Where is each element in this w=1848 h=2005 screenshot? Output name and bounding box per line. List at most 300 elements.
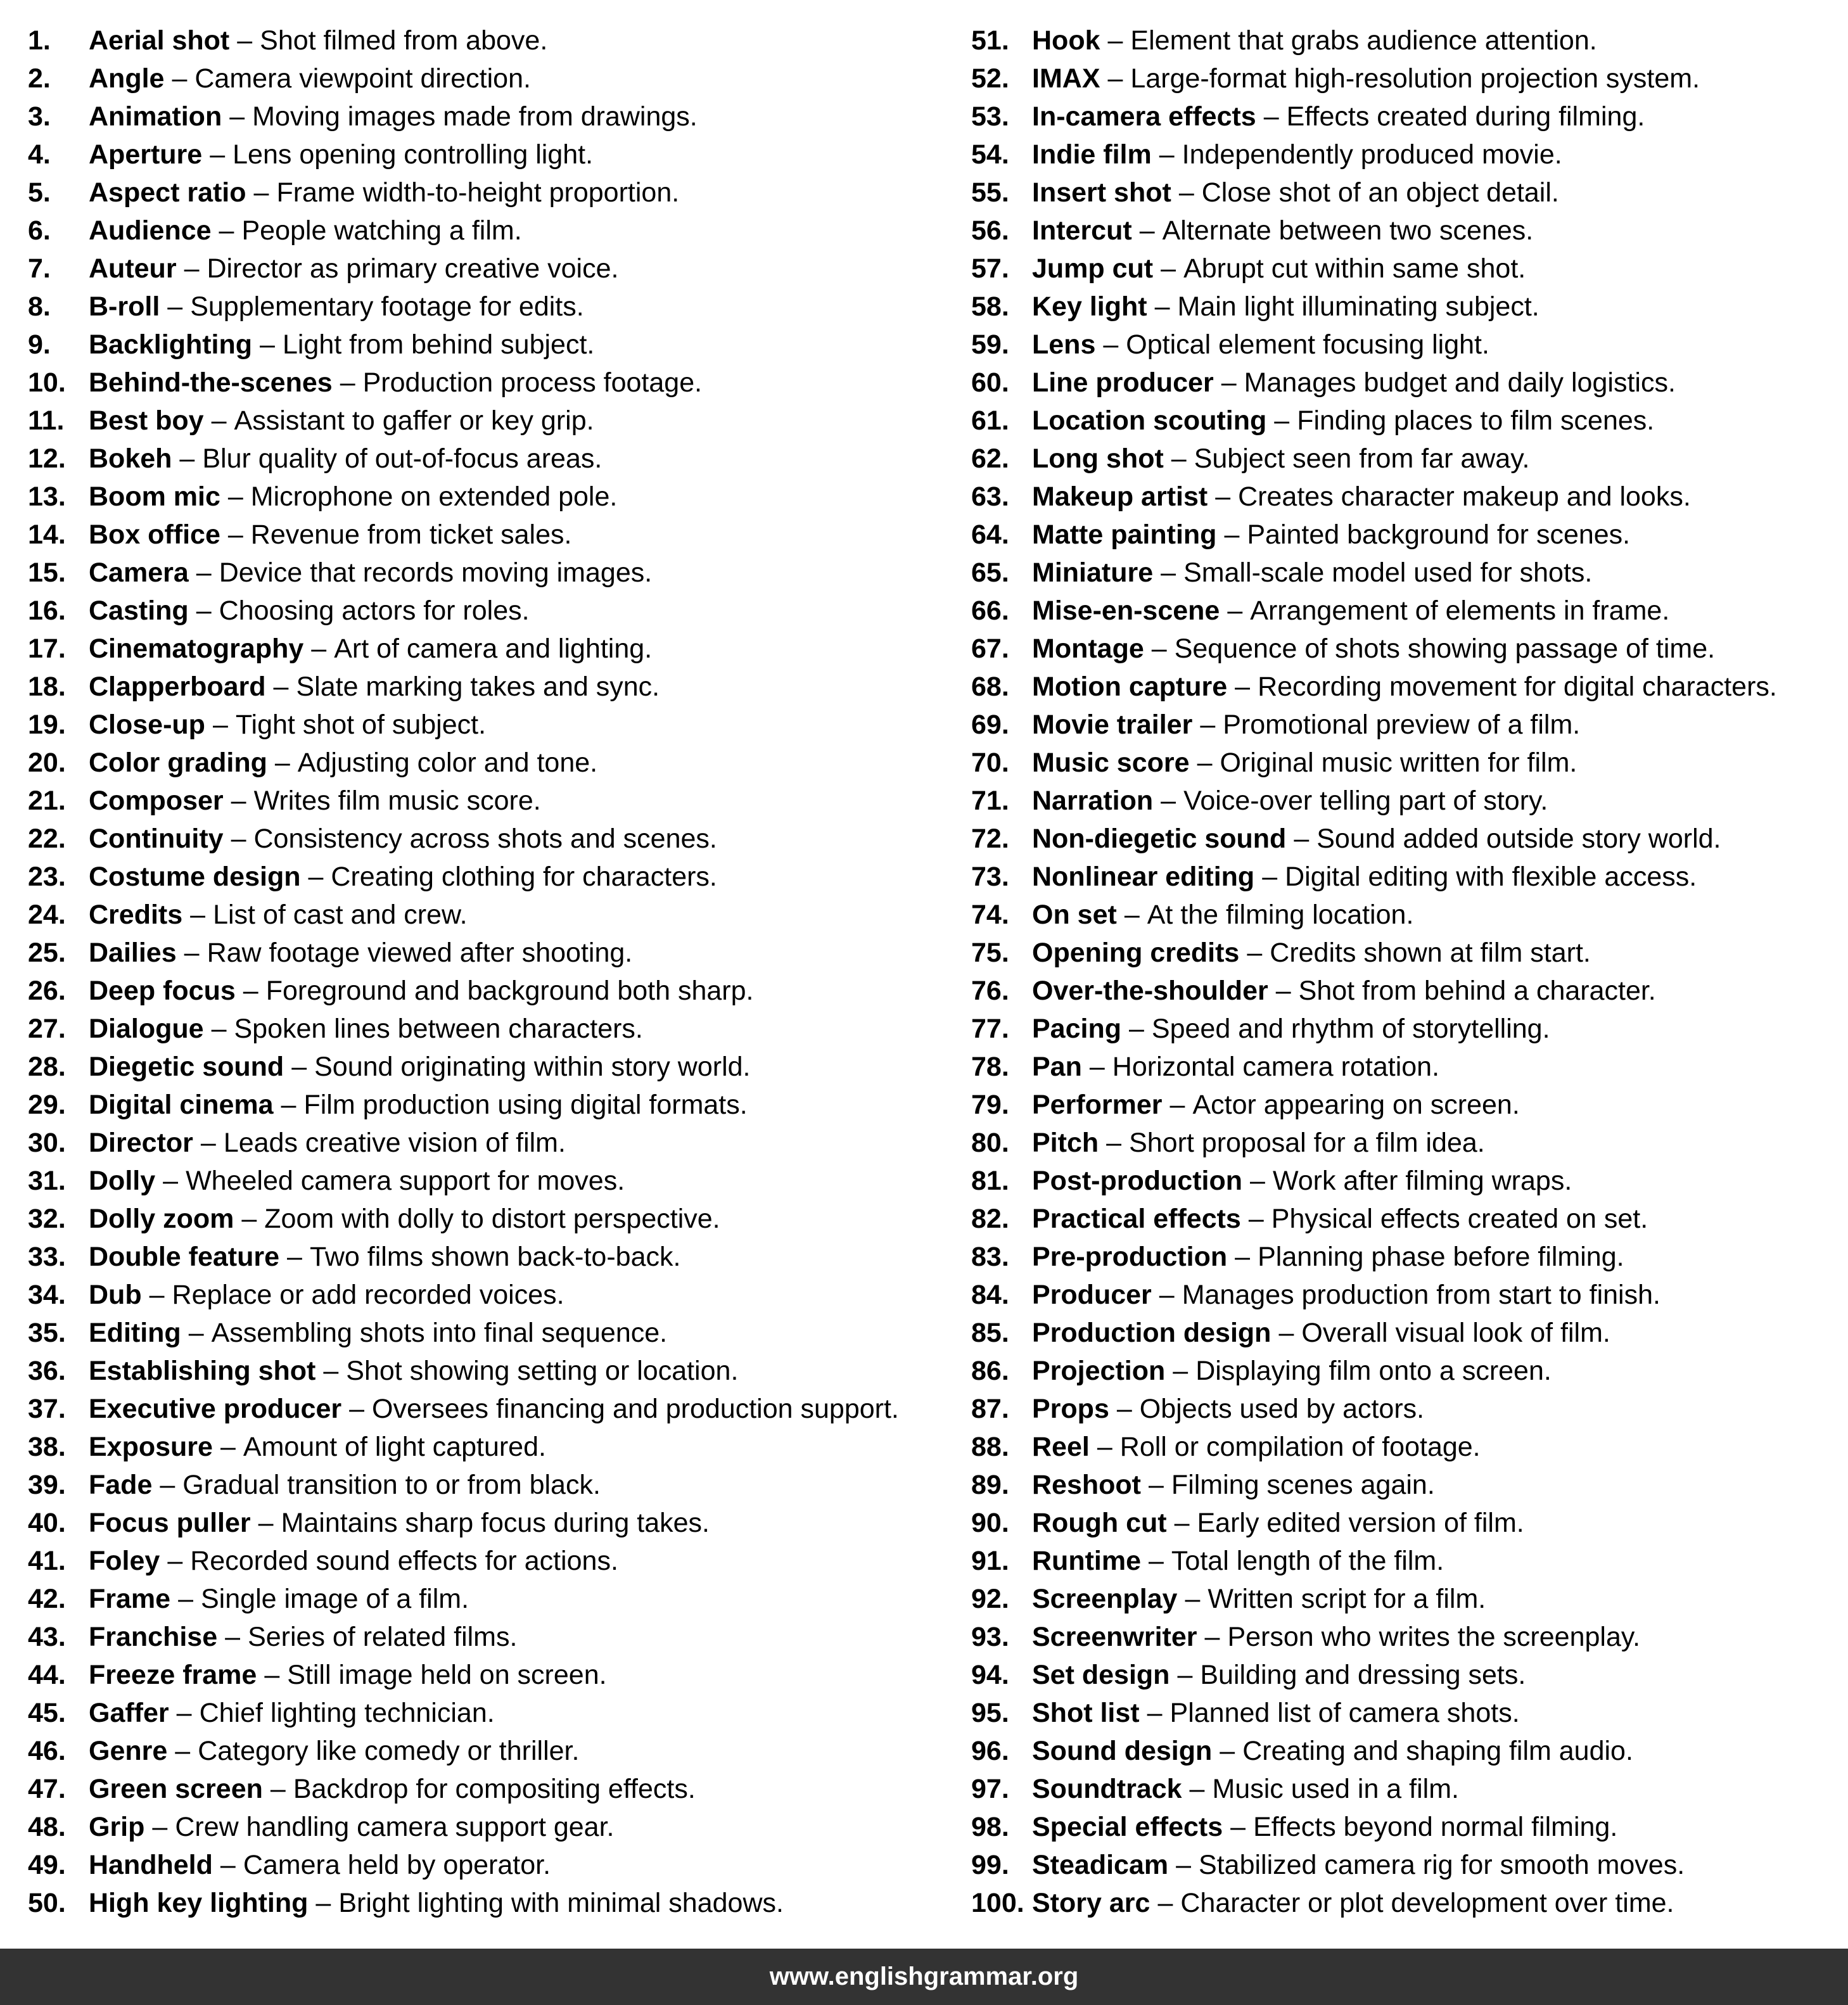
entry-separator: – (1169, 1090, 1185, 1120)
entry-number: 83. (971, 1242, 1009, 1272)
entry-definition: Person who writes the screenplay. (1227, 1622, 1641, 1652)
entry-number: 66. (971, 595, 1009, 626)
glossary-entry (28, 1656, 899, 1694)
entry-definition: Alternate between two scenes. (1162, 215, 1534, 246)
glossary-entry (28, 1732, 899, 1770)
entry-separator: – (1106, 1128, 1122, 1158)
glossary-entry (28, 1504, 899, 1542)
entry-term: Audience (89, 215, 212, 246)
glossary-entry (971, 1580, 1777, 1618)
entry-number: 69. (971, 710, 1009, 740)
glossary-entry (28, 402, 899, 440)
glossary-entry (971, 98, 1777, 136)
entry-number: 98. (971, 1812, 1009, 1842)
glossary-entry (28, 706, 899, 744)
entry-number: 94. (971, 1660, 1009, 1690)
entry-number: 46. (28, 1736, 66, 1766)
glossary-entry (971, 288, 1777, 326)
entry-definition: Camera held by operator. (243, 1850, 551, 1880)
entry-term: Lens (1032, 329, 1096, 360)
entry-separator: – (1173, 1356, 1188, 1386)
glossary-entry (971, 934, 1777, 972)
entry-term: Special effects (1032, 1812, 1223, 1842)
entry-definition: Backdrop for compositing effects. (293, 1774, 696, 1804)
entry-number: 22. (28, 824, 66, 854)
glossary-entry (28, 554, 899, 592)
entry-definition: Two films shown back-to-back. (309, 1242, 681, 1272)
entry-term: Matte painting (1032, 519, 1217, 550)
entry-separator: – (212, 710, 228, 740)
glossary-entry (971, 972, 1777, 1010)
glossary-entry (971, 744, 1777, 782)
entry-number: 74. (971, 900, 1009, 930)
entry-separator: – (220, 1850, 236, 1880)
glossary-entry (28, 1884, 899, 1922)
glossary-entry (28, 896, 899, 934)
entry-term: Indie film (1032, 139, 1152, 170)
glossary-column-left (28, 22, 899, 1922)
entry-separator: – (243, 976, 258, 1006)
entry-definition: Assembling shots into final sequence. (211, 1318, 668, 1348)
glossary-entry (971, 1086, 1777, 1124)
entry-separator: – (219, 215, 234, 246)
glossary-entry (971, 1352, 1777, 1390)
glossary-entry (971, 60, 1777, 98)
glossary-entry (28, 22, 899, 60)
glossary-entry (28, 1124, 899, 1162)
entry-number: 71. (971, 786, 1009, 816)
entry-definition: Recorded sound effects for actions. (190, 1546, 618, 1576)
glossary-entry (28, 98, 899, 136)
entry-definition: Production process footage. (362, 367, 703, 398)
glossary-entry (28, 1276, 899, 1314)
entry-term: Fade (89, 1470, 153, 1500)
entry-number: 44. (28, 1660, 66, 1690)
entry-separator: – (227, 519, 243, 550)
entry-term: Double feature (89, 1242, 280, 1272)
entry-separator: – (281, 1090, 296, 1120)
footer-url[interactable]: www.englishgrammar.org (769, 1963, 1079, 1990)
entry-separator: – (1235, 1242, 1251, 1272)
entry-term: Motion capture (1032, 672, 1228, 702)
entry-term: Clapperboard (89, 672, 266, 702)
entry-number: 55. (971, 177, 1009, 208)
glossary-entry (971, 858, 1777, 896)
entry-term: Genre (89, 1736, 168, 1766)
entry-number: 91. (971, 1546, 1009, 1576)
entry-number: 54. (971, 139, 1009, 170)
entry-definition: Horizontal camera rotation. (1112, 1052, 1440, 1082)
entry-definition: Finding places to film scenes. (1297, 405, 1655, 436)
entry-term: Credits (89, 900, 183, 930)
entry-definition: People watching a film. (241, 215, 522, 246)
entry-number: 63. (971, 481, 1009, 512)
entry-number: 73. (971, 862, 1009, 892)
entry-number: 68. (971, 672, 1009, 702)
entry-term: Practical effects (1032, 1204, 1241, 1234)
entry-separator: – (1103, 329, 1119, 360)
entry-separator: – (167, 291, 183, 322)
entry-separator: – (340, 367, 355, 398)
glossary-entry (28, 1162, 899, 1200)
entry-number: 84. (971, 1280, 1009, 1310)
glossary-entry (971, 136, 1777, 174)
entry-separator: – (1151, 633, 1167, 664)
entry-term: Digital cinema (89, 1090, 274, 1120)
entry-definition: Roll or compilation of footage. (1119, 1432, 1481, 1462)
entry-separator: – (196, 557, 212, 588)
entry-separator: – (149, 1280, 165, 1310)
entry-definition: Recording movement for digital characters. (1258, 672, 1777, 702)
entry-separator: – (323, 1356, 339, 1386)
entry-separator: – (179, 443, 195, 474)
entry-separator: – (349, 1394, 365, 1424)
entry-number: 14. (28, 519, 66, 550)
entry-term: Color grading (89, 748, 267, 778)
entry-number: 11. (28, 405, 65, 436)
glossary-entry (28, 136, 899, 174)
entry-definition: Frame width-to-height proportion. (276, 177, 680, 208)
entry-number: 62. (971, 443, 1009, 474)
entry-term: Exposure (89, 1432, 213, 1462)
entry-definition: Written script for a film. (1208, 1584, 1486, 1614)
entry-number: 75. (971, 938, 1009, 968)
entry-definition: Promotional preview of a film. (1223, 710, 1581, 740)
entry-definition: Planned list of camera shots. (1169, 1698, 1520, 1728)
glossary-entry (971, 668, 1777, 706)
glossary-entry (971, 1808, 1777, 1846)
glossary-entry (971, 1504, 1777, 1542)
entry-definition: Speed and rhythm of storytelling. (1151, 1014, 1550, 1044)
glossary-entry (971, 820, 1777, 858)
glossary-entry (28, 174, 899, 212)
entry-term: Screenwriter (1032, 1622, 1197, 1652)
entry-definition: Digital editing with flexible access. (1285, 862, 1697, 892)
entry-number: 2. (28, 63, 51, 94)
entry-term: On set (1032, 900, 1117, 930)
entry-separator: – (264, 1660, 280, 1690)
entry-number: 60. (971, 367, 1009, 398)
entry-separator: – (1161, 557, 1176, 588)
entry-term: Green screen (89, 1774, 263, 1804)
entry-number: 10. (28, 367, 66, 398)
glossary-entry (28, 60, 899, 98)
entry-term: Close-up (89, 710, 205, 740)
entry-separator: – (176, 1698, 192, 1728)
entry-number: 99. (971, 1850, 1009, 1880)
entry-number: 24. (28, 900, 66, 930)
entry-separator: – (1204, 1622, 1220, 1652)
entry-term: Location scouting (1032, 405, 1267, 436)
glossary-entry (971, 1314, 1777, 1352)
entry-separator: – (274, 748, 290, 778)
entry-separator: – (1235, 672, 1251, 702)
entry-term: Editing (89, 1318, 181, 1348)
entry-term: Angle (89, 63, 165, 94)
entry-term: Opening credits (1032, 938, 1240, 968)
entry-term: Narration (1032, 786, 1154, 816)
entry-term: Executive producer (89, 1394, 342, 1424)
entry-definition: Replace or add recorded voices. (172, 1280, 564, 1310)
entry-number: 89. (971, 1470, 1009, 1500)
entry-term: Cinematography (89, 633, 304, 664)
glossary-entry (971, 174, 1777, 212)
entry-separator: – (1161, 786, 1176, 816)
entry-definition: Creating clothing for characters. (331, 862, 717, 892)
entry-definition: Leads creative vision of film. (223, 1128, 566, 1158)
entry-number: 15. (28, 557, 66, 588)
entry-definition: Crew handling camera support gear. (175, 1812, 615, 1842)
entry-definition: Wheeled camera support for moves. (186, 1166, 625, 1196)
entry-separator: – (1247, 938, 1263, 968)
glossary-entry (28, 478, 899, 516)
entry-term: Miniature (1032, 557, 1154, 588)
entry-term: Pan (1032, 1052, 1082, 1082)
entry-definition: Light from behind subject. (282, 329, 595, 360)
entry-definition: Chief lighting technician. (199, 1698, 495, 1728)
entry-definition: Sequence of shots showing passage of time. (1174, 633, 1716, 664)
entry-number: 90. (971, 1508, 1009, 1538)
entry-definition: Building and dressing sets. (1200, 1660, 1526, 1690)
entry-number: 64. (971, 519, 1009, 550)
entry-definition: Choosing actors for roles. (219, 595, 530, 626)
glossary-entry (971, 1428, 1777, 1466)
glossary-entry (28, 592, 899, 630)
entry-number: 97. (971, 1774, 1009, 1804)
glossary-entry (971, 22, 1777, 60)
entry-term: Makeup artist (1032, 481, 1208, 512)
entry-definition: Character or plot development over time. (1180, 1888, 1674, 1918)
entry-separator: – (184, 253, 200, 284)
entry-definition: Shot filmed from above. (260, 25, 548, 56)
glossary-entry (28, 364, 899, 402)
entry-definition: Consistency across shots and scenes. (253, 824, 717, 854)
glossary-entry (28, 1846, 899, 1884)
glossary-entry (971, 1770, 1777, 1808)
entry-separator: – (237, 25, 253, 56)
entry-definition: Lens opening controlling light. (233, 139, 594, 170)
entry-term: High key lighting (89, 1888, 309, 1918)
entry-separator: – (1185, 1584, 1201, 1614)
entry-term: Grip (89, 1812, 145, 1842)
entry-definition: Effects created during filming. (1286, 101, 1645, 132)
entry-term: Focus puller (89, 1508, 251, 1538)
glossary-entry (28, 1238, 899, 1276)
entry-definition: Device that records moving images. (219, 557, 653, 588)
entry-number: 25. (28, 938, 66, 968)
entry-number: 67. (971, 633, 1009, 664)
entry-separator: – (211, 1014, 227, 1044)
entry-definition: List of cast and crew. (213, 900, 468, 930)
glossary-entry (28, 1808, 899, 1846)
entry-number: 52. (971, 63, 1009, 94)
entry-separator: – (1178, 177, 1194, 208)
entry-separator: – (163, 1166, 179, 1196)
entry-definition: Manages budget and daily logistics. (1244, 367, 1676, 398)
entry-definition: Foreground and background both sharp. (265, 976, 754, 1006)
entry-number: 92. (971, 1584, 1009, 1614)
entry-definition: Voice-over telling part of story. (1183, 786, 1548, 816)
entry-term: Dialogue (89, 1014, 204, 1044)
entry-definition: Large-format high-resolution projection system. (1130, 63, 1700, 94)
entry-term: Line producer (1032, 367, 1214, 398)
entry-term: Intercut (1032, 215, 1132, 246)
entry-definition: Supplementary footage for edits. (190, 291, 584, 322)
entry-separator: – (1124, 900, 1140, 930)
entry-separator: – (220, 1432, 236, 1462)
glossary-entry (28, 1466, 899, 1504)
entry-separator: – (270, 1774, 286, 1804)
entry-definition: Microphone on extended pole. (250, 481, 618, 512)
entry-number: 70. (971, 748, 1009, 778)
entry-number: 45. (28, 1698, 66, 1728)
entry-term: Props (1032, 1394, 1109, 1424)
glossary-entry (971, 1048, 1777, 1086)
entry-number: 6. (28, 215, 51, 246)
glossary-entry (28, 1428, 899, 1466)
glossary-entry (28, 858, 899, 896)
glossary-entry (971, 1542, 1777, 1580)
entry-definition: Film production using digital formats. (303, 1090, 748, 1120)
glossary-entry (971, 1656, 1777, 1694)
entry-separator: – (1197, 748, 1213, 778)
entry-term: Continuity (89, 824, 224, 854)
entry-separator: – (1129, 1014, 1144, 1044)
entry-separator: – (258, 1508, 274, 1538)
entry-definition: Objects used by actors. (1139, 1394, 1425, 1424)
glossary-entry (28, 1694, 899, 1732)
entry-term: Auteur (89, 253, 177, 284)
entry-definition: Painted background for scenes. (1247, 519, 1631, 550)
entry-number: 16. (28, 595, 66, 626)
glossary-entry (971, 630, 1777, 668)
entry-separator: – (1263, 101, 1279, 132)
entry-term: Composer (89, 786, 224, 816)
entry-term: Gaffer (89, 1698, 169, 1728)
glossary-entry (28, 1352, 899, 1390)
glossary-entry (28, 516, 899, 554)
glossary-entry (971, 1884, 1777, 1922)
entry-separator: – (167, 1546, 183, 1576)
glossary-entry (28, 250, 899, 288)
glossary-entry (28, 668, 899, 706)
entry-term: Screenplay (1032, 1584, 1178, 1614)
entry-definition: Gradual transition to or from black. (182, 1470, 601, 1500)
entry-term: Long shot (1032, 443, 1164, 474)
entry-definition: At the filming location. (1147, 900, 1414, 930)
glossary-entry (971, 896, 1777, 934)
entry-definition: Zoom with dolly to distort perspective. (264, 1204, 720, 1234)
entry-definition: Original music written for film. (1220, 748, 1577, 778)
entry-term: Franchise (89, 1622, 218, 1652)
entry-term: Post-production (1032, 1166, 1243, 1196)
entry-separator: – (1139, 215, 1155, 246)
entry-definition: Tight shot of subject. (235, 710, 487, 740)
entry-term: Aspect ratio (89, 177, 246, 208)
entry-separator: – (1230, 1812, 1246, 1842)
entry-separator: – (1189, 1774, 1205, 1804)
entry-number: 65. (971, 557, 1009, 588)
entry-definition: Creating and shaping film audio. (1242, 1736, 1633, 1766)
glossary-entry (971, 440, 1777, 478)
entry-definition: Planning phase before filming. (1258, 1242, 1624, 1272)
entry-separator: – (1147, 1698, 1163, 1728)
entry-separator: – (172, 63, 188, 94)
entry-number: 3. (28, 101, 51, 132)
glossary-entry (28, 1200, 899, 1238)
entry-term: Production design (1032, 1318, 1271, 1348)
entry-number: 49. (28, 1850, 66, 1880)
entry-number: 31. (28, 1166, 66, 1196)
glossary-entry (28, 1390, 899, 1428)
entry-number: 42. (28, 1584, 66, 1614)
entry-number: 20. (28, 748, 66, 778)
entry-separator: – (152, 1812, 168, 1842)
glossary-entry (971, 554, 1777, 592)
entry-number: 51. (971, 25, 1009, 56)
entry-definition: Small-scale model used for shots. (1183, 557, 1593, 588)
entry-term: Animation (89, 101, 222, 132)
entry-definition: Manages production from start to finish. (1182, 1280, 1660, 1310)
entry-term: B-roll (89, 291, 160, 322)
entry-separator: – (1116, 1394, 1132, 1424)
entry-separator: – (1221, 367, 1237, 398)
entry-number: 38. (28, 1432, 66, 1462)
entry-definition: Early edited version of film. (1197, 1508, 1524, 1538)
glossary-entry (971, 1618, 1777, 1656)
entry-number: 79. (971, 1090, 1009, 1120)
entry-separator: – (1107, 63, 1123, 94)
entry-number: 33. (28, 1242, 66, 1272)
entry-number: 13. (28, 481, 66, 512)
glossary-entry (28, 820, 899, 858)
entry-separator: – (1107, 25, 1123, 56)
entry-separator: – (1200, 710, 1216, 740)
entry-term: Bokeh (89, 443, 172, 474)
entry-separator: – (1154, 291, 1170, 322)
glossary-entry (971, 1846, 1777, 1884)
glossary-entry (971, 1162, 1777, 1200)
glossary-entry (28, 440, 899, 478)
entry-definition: Music used in a film. (1212, 1774, 1459, 1804)
entry-number: 58. (971, 291, 1009, 322)
entry-separator: – (241, 1204, 257, 1234)
entry-term: Set design (1032, 1660, 1170, 1690)
entry-term: Boom mic (89, 481, 220, 512)
entry-number: 100. (971, 1888, 1024, 1918)
entry-separator: – (175, 1736, 191, 1766)
glossary-entry (28, 934, 899, 972)
entry-term: Deep focus (89, 976, 236, 1006)
entry-number: 1. (28, 25, 51, 56)
entry-separator: – (1250, 1166, 1265, 1196)
glossary-entry (971, 516, 1777, 554)
entry-definition: Short proposal for a film idea. (1129, 1128, 1485, 1158)
entry-number: 34. (28, 1280, 66, 1310)
entry-definition: Main light illuminating subject. (1177, 291, 1539, 322)
entry-number: 43. (28, 1622, 66, 1652)
entry-definition: Oversees financing and production support. (372, 1394, 899, 1424)
entry-separator: – (1248, 1204, 1264, 1234)
glossary-entry (971, 364, 1777, 402)
entry-number: 57. (971, 253, 1009, 284)
entry-definition: Writes film music score. (253, 786, 541, 816)
glossary-entry (28, 782, 899, 820)
entry-number: 8. (28, 291, 51, 322)
entry-definition: Spoken lines between characters. (234, 1014, 643, 1044)
entry-term: Reshoot (1032, 1470, 1141, 1500)
entry-term: Backlighting (89, 329, 253, 360)
